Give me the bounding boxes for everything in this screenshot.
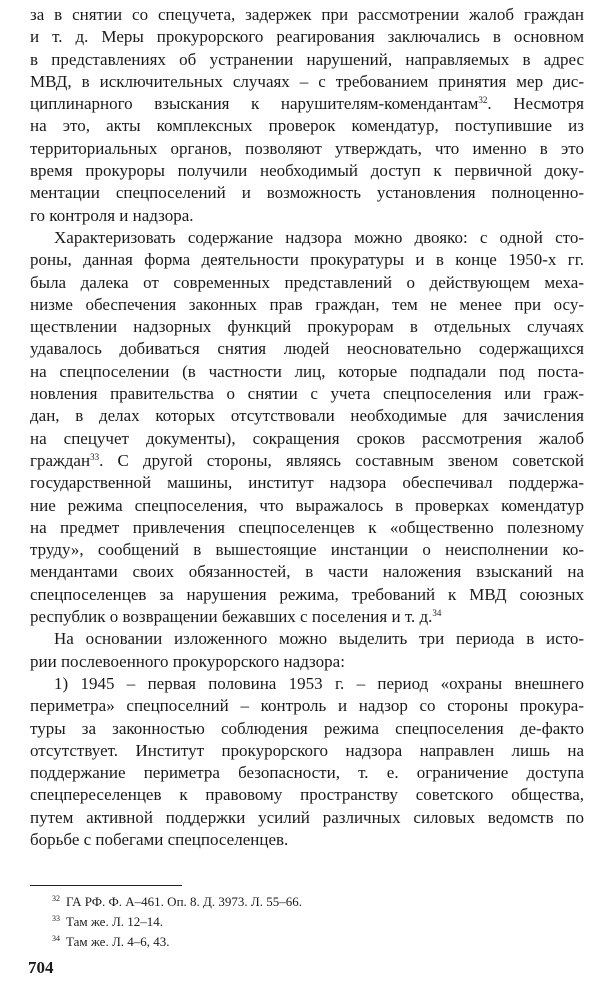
text-segment: спецпоселенцев за нарушения режима, требований к МВД союзных bbox=[30, 584, 584, 604]
text-segment: поддержание периметра безопасности, т. е. ограничение доступа bbox=[30, 763, 584, 783]
footnote-number: 34 bbox=[52, 934, 60, 943]
text-line bbox=[30, 405, 584, 427]
text-segment: отсутствует. Институт прокурорского надзора направлен лишь на bbox=[30, 740, 584, 760]
text-line bbox=[30, 71, 584, 93]
text-line bbox=[30, 561, 584, 583]
text-line bbox=[30, 539, 584, 561]
footnote-reference[interactable]: 34 bbox=[432, 608, 442, 619]
text-segment: го контроля и надзора. bbox=[30, 205, 194, 225]
text-segment: роны, данная форма деятельности прокуратуры и в конце 1950-х гг. bbox=[30, 250, 584, 270]
text-line bbox=[30, 673, 584, 695]
text-segment: территориальных органов, позволяют утверждать, что именно в это bbox=[30, 138, 584, 158]
text-segment: и т. д. Меры прокурорского реагирования заключались в основном bbox=[30, 27, 584, 47]
footnote-text: Там же. Л. 4–6, 43. bbox=[66, 934, 170, 949]
text-segment: МВД, в исключительных случаях – с требованием принятия мер дис- bbox=[30, 71, 584, 91]
paragraph bbox=[30, 4, 584, 227]
text-segment: рии послевоенного прокурорского надзора: bbox=[30, 651, 345, 671]
text-line bbox=[30, 428, 584, 450]
text-segment: На основании изложенного можно выделить три периода в исто- bbox=[54, 629, 584, 649]
text-segment: на это, акты комплексных проверок комендатур, поступившие из bbox=[30, 116, 584, 136]
text-line bbox=[30, 93, 584, 115]
text-segment: . Несмотря bbox=[487, 94, 584, 114]
text-line bbox=[30, 606, 584, 628]
text-line bbox=[30, 695, 584, 717]
footnote-text: ГА РФ. Ф. А–461. Оп. 8. Д. 3973. Л. 55–66. bbox=[66, 894, 302, 909]
text-segment: удавалось добиваться снятия людей неосновательно содержащихся bbox=[30, 339, 584, 359]
text-segment: ществлении надзорных функций прокурорам в отдельных случаях bbox=[30, 317, 584, 337]
text-line bbox=[30, 495, 584, 517]
text-segment: 1) 1945 – первая половина 1953 г. – период «охраны внешнего bbox=[54, 673, 584, 693]
text-line bbox=[30, 49, 584, 71]
text-segment: государственной машины, институт надзора обеспечивал поддержа- bbox=[30, 473, 584, 493]
text-segment: республик о возвращении бежавших с поселения и т. д. bbox=[30, 607, 433, 627]
text-segment: низме обеспечения законных прав граждан, тем не менее при осу- bbox=[30, 294, 584, 314]
text-segment: борьбе с побегами спецпоселенцев. bbox=[30, 829, 289, 849]
text-segment: путем активной поддержки усилий различных силовых ведомств по bbox=[30, 807, 584, 827]
text-line bbox=[30, 249, 584, 271]
text-segment: периметра» спецпоселний – контроль и надзор со стороны прокура- bbox=[30, 696, 584, 716]
text-line bbox=[30, 628, 584, 650]
paragraph bbox=[30, 227, 584, 628]
text-line bbox=[30, 272, 584, 294]
footnote-reference[interactable]: 32 bbox=[478, 95, 488, 106]
page-number: 704 bbox=[28, 958, 54, 977]
text-line bbox=[30, 227, 584, 249]
text-line bbox=[30, 472, 584, 494]
text-line bbox=[30, 4, 584, 26]
text-segment: время прокуроры получили необходимый доступ к первичной доку- bbox=[30, 161, 584, 181]
footnote bbox=[52, 912, 302, 932]
text-segment: труду», сообщений в вышестоящие инстанции о неисполнении ко- bbox=[30, 540, 584, 560]
text-line bbox=[30, 160, 584, 182]
text-segment: граждан bbox=[30, 450, 91, 470]
text-segment: . С другой стороны, являясь составным звеном советской bbox=[99, 450, 584, 470]
text-line bbox=[30, 115, 584, 137]
footnote bbox=[52, 932, 302, 952]
text-segment: спецпереселенцев к правовому пространству советского общества, bbox=[30, 785, 584, 805]
footnote-number: 32 bbox=[52, 894, 60, 903]
text-line bbox=[30, 338, 584, 360]
text-line bbox=[30, 138, 584, 160]
footnote-reference[interactable]: 33 bbox=[90, 451, 100, 462]
paragraph bbox=[30, 628, 584, 673]
text-line bbox=[30, 584, 584, 606]
footnote-number: 33 bbox=[52, 914, 60, 923]
text-line bbox=[30, 829, 584, 851]
paragraph bbox=[30, 673, 584, 851]
text-segment: ментации спецпоселений и возможность установления полноценно- bbox=[30, 183, 584, 203]
footnotes bbox=[52, 892, 302, 952]
text-line bbox=[30, 517, 584, 539]
text-segment: за в снятии со спецучета, задержек при рассмотрении жалоб граждан bbox=[30, 5, 584, 24]
text-segment: дан, в делах которых отсутствовали необходимые для зачисления bbox=[30, 406, 584, 426]
text-line bbox=[30, 784, 584, 806]
text-line bbox=[30, 651, 584, 673]
text-line bbox=[30, 316, 584, 338]
text-segment: на спецучет документы), сокращения сроков рассмотрения жалоб bbox=[30, 428, 584, 448]
text-segment: мендантами своих обязанностей, в части наложения взысканий на bbox=[30, 562, 584, 582]
text-segment: туры за законностью соблюдения режима спецпоселения де-факто bbox=[30, 718, 584, 738]
body-text bbox=[30, 4, 584, 851]
text-segment: новления правительства о снятии с учета спецпоселения или граж- bbox=[30, 384, 584, 404]
text-line bbox=[30, 740, 584, 762]
text-line bbox=[30, 205, 584, 227]
text-segment: была далека от современных представлений о действующем меха- bbox=[30, 272, 584, 292]
text-segment: на предмет привлечения спецпоселенцев к «общественно полезному bbox=[30, 517, 584, 537]
text-segment: на спецпоселении (в частности лиц, которые подпадали под поста- bbox=[30, 361, 584, 381]
text-segment: циплинарного взыскания к нарушителям-комендантам bbox=[30, 94, 479, 114]
text-line bbox=[30, 361, 584, 383]
text-line bbox=[30, 762, 584, 784]
text-line bbox=[30, 807, 584, 829]
text-segment: ние режима спецпоселения, что выражалось в проверках комендатур bbox=[30, 495, 584, 515]
footnote bbox=[52, 892, 302, 912]
text-line bbox=[30, 450, 584, 472]
text-segment: Характеризовать содержание надзора можно двояко: с одной сто- bbox=[54, 227, 584, 247]
footnote-divider bbox=[30, 885, 182, 886]
text-line bbox=[30, 294, 584, 316]
text-line bbox=[30, 383, 584, 405]
text-line bbox=[30, 26, 584, 48]
text-line bbox=[30, 718, 584, 740]
footnote-text: Там же. Л. 12–14. bbox=[66, 914, 164, 929]
text-line bbox=[30, 182, 584, 204]
text-segment: в представлениях об устранении нарушений, направляемых в адрес bbox=[30, 49, 584, 69]
